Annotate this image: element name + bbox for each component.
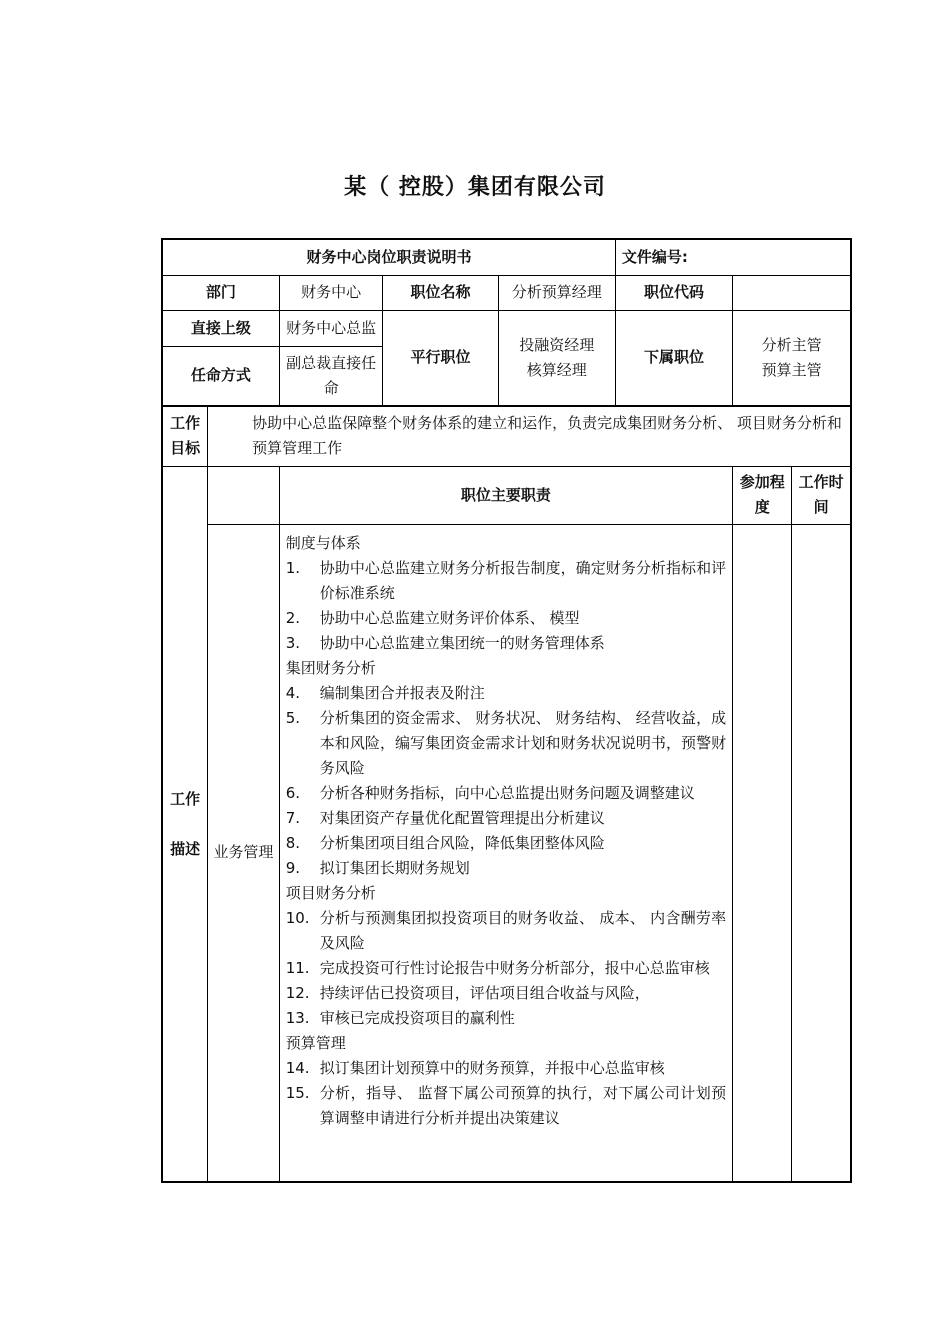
work-description-label [162, 466, 208, 1182]
list-item: 15. 分析，指导、 监督下属公司预算的执行，对下属公司计划预算调整申请进行分析并提出决策建议 [285, 1083, 727, 1127]
list-item: 2. 协助中心总监建立财务评价体系、 模型 [285, 608, 580, 627]
group-heading: 制度与体系 [285, 533, 361, 552]
document-title: 某（ 控股）集团有限公司 [344, 175, 606, 200]
goal-label: 工作目标 [162, 406, 208, 466]
position-code-value [733, 275, 851, 310]
dept-label: 部门 [162, 275, 279, 310]
list-item: 10. 分析与预测集团拟投资项目的财务收益、 成本、 内含酬劳率及风险 [285, 908, 727, 952]
dept-value: 财务中心 [279, 275, 383, 310]
position-name-label: 职位名称 [383, 275, 498, 310]
list-item: 7. 对集团资产存量优化配置管理提出分析建议 [285, 808, 605, 827]
parallel-values [498, 310, 615, 406]
list-item: 14. 拟订集团计划预算中的财务预算，并报中心总监审核 [285, 1058, 665, 1077]
participation-header: 参加程度 [733, 466, 792, 524]
list-item: 6. 分析各种财务指标，向中心总监提出财务问题及调整建议 [285, 783, 695, 802]
work-description-label-line2: 描述 [170, 839, 201, 858]
list-item: 1. 协助中心总监建立财务分析报告制度，确定财务分析指标和评价标准系统 [285, 558, 727, 602]
parallel-value-1: 投融资经理 [519, 335, 595, 354]
list-item: 11. 完成投资可行性讨论报告中财务分析部分，报中心总监审核 [285, 958, 710, 977]
group-heading: 项目财务分析 [285, 883, 376, 902]
group-heading: 预算管理 [285, 1033, 346, 1052]
category-header-cell [208, 466, 280, 524]
list-item: 3. 协助中心总监建立集团统一的财务管理体系 [285, 633, 605, 652]
list-item: 5. 分析集团的资金需求、 财务状况、 财务结构、 经营收益，成本和风险，编写集团资金需求计划和财务状况说明书，预警财务风险 [285, 708, 727, 777]
group-heading: 集团财务分析 [285, 658, 376, 677]
parallel-label: 平行职位 [383, 310, 498, 406]
subordinate-values [733, 310, 851, 406]
file-number-label: 文件编号: [615, 239, 851, 275]
form-title: 财务中心岗位职责说明书 [162, 239, 615, 275]
subordinate-value-2: 预算主管 [761, 360, 822, 379]
parallel-value-2: 核算经理 [526, 360, 587, 379]
subordinate-value-1: 分析主管 [761, 335, 822, 354]
list-item: 12. 持续评估已投资项目，评估项目组合收益与风险， [285, 983, 650, 1002]
work-time-header: 工作时间 [792, 466, 851, 524]
list-item: 9. 拟订集团长期财务规划 [285, 858, 470, 877]
position-code-label: 职位代码 [615, 275, 732, 310]
work-time-cell [792, 524, 851, 1182]
duties-list [279, 524, 732, 1182]
superior-value: 财务中心总监 [279, 310, 383, 346]
appoint-value: 副总裁直接任命 [279, 346, 383, 406]
position-name-value: 分析预算经理 [498, 275, 615, 310]
list-item: 8. 分析集团项目组合风险，降低集团整体风险 [285, 833, 605, 852]
work-description-label-line1: 工作 [170, 789, 201, 808]
goal-text: 协助中心总监保障整个财务体系的建立和运作，负责完成集团财务分析、 项目财务分析和预算管理工作 [208, 406, 851, 466]
job-description-table [161, 238, 852, 1183]
appoint-label: 任命方式 [162, 346, 279, 406]
participation-cell [733, 524, 792, 1182]
superior-label: 直接上级 [162, 310, 279, 346]
main-duties-header: 职位主要职责 [279, 466, 732, 524]
subordinate-label: 下属职位 [615, 310, 732, 406]
list-item: 4. 编制集团合并报表及附注 [285, 683, 485, 702]
category-cell: 业务管理 [208, 524, 280, 1182]
list-item: 13. 审核已完成投资项目的赢利性 [285, 1008, 515, 1027]
